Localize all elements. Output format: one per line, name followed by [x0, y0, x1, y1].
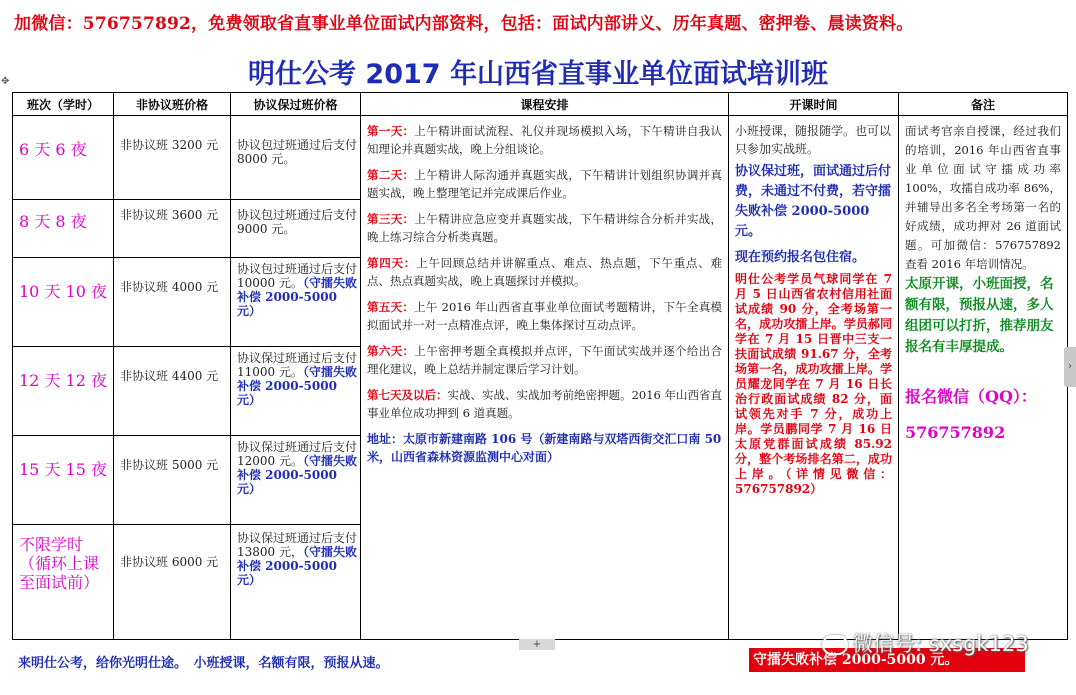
- schedule-day: [367, 342, 722, 378]
- non-protocol-price: 非协议班 3600 元: [114, 200, 231, 258]
- signup-label: 报名微信（QQ）：: [905, 387, 1037, 406]
- schedule-day: [367, 298, 722, 334]
- header-cell: 协议保过班价格: [231, 93, 361, 116]
- day-text: 上午 2016 年山西省直事业单位面试考题精讲，下午全真模拟面试并一对一点精准点评，晚上集体探讨互动点评。: [367, 300, 723, 332]
- non-protocol-price: 非协议班 5000 元: [114, 436, 231, 525]
- footer-slogan: 来明仕公考，给你光明仕途。 小班授课，名额有限，预报从速。: [18, 656, 389, 671]
- protocol-price: [231, 116, 361, 200]
- add-row-icon[interactable]: +: [519, 639, 555, 650]
- expand-arrow-icon[interactable]: ›: [1064, 347, 1076, 387]
- class-hours: 8 天 8 夜: [13, 200, 114, 258]
- class-hours: 15 天 15 夜: [13, 436, 114, 525]
- class-hours: 不限学时（循环上课至面试前）: [13, 525, 114, 640]
- day-text: 实战、实战、实战加考前绝密押题。2016 年山西省直事业单位成功押到 6 道真题。: [367, 388, 723, 420]
- remarks: [899, 116, 1068, 640]
- non-protocol-price: 非协议班 6000 元: [114, 525, 231, 640]
- protocol-price: [231, 525, 361, 640]
- remarks-green: 太原开课，小班面授，名额有限，预报从速，多人组团可以打折，推荐朋友报名有丰厚提成。: [905, 276, 1054, 355]
- protocol-note: 协议保过班，面试通过后付费，未通过不付费，若守擂失败补偿 2000-5000 元。: [735, 164, 892, 239]
- start-intro: 小班授课，随报随学。也可以只参加实战班。: [735, 124, 892, 156]
- start-time: [729, 116, 899, 640]
- wechat-icon: [822, 635, 848, 655]
- compensation-text: （守擂失败补偿 2000-5000 元）: [237, 365, 358, 407]
- compensation-text: （守擂失败补偿 2000-5000 元）: [237, 276, 358, 318]
- header-cell: 课程安排: [361, 93, 729, 116]
- promo-banner: 加微信：576757892，免费领取省直事业单位面试内部资料，包括：面试内部讲义、历年真题、密押卷、晨读资料。: [14, 14, 914, 34]
- header-cell: 非协议班价格: [114, 93, 231, 116]
- non-protocol-price: 非协议班 3200 元: [114, 116, 231, 200]
- table-move-handle-icon[interactable]: ✥: [1, 76, 10, 87]
- day-label: 第四天：: [367, 256, 417, 270]
- protocol-price: [231, 258, 361, 347]
- table-row: [13, 116, 1068, 200]
- protocol-text: 协议保过班通过后支付 13800 元，: [237, 531, 358, 559]
- page-title: 明仕公考 2017 年山西省直事业单位面试培训班: [248, 59, 828, 90]
- non-protocol-price: 非协议班 4400 元: [114, 347, 231, 436]
- day-label: 第三天：: [367, 212, 415, 226]
- protocol-text: 协议保过班通过后支付 12000 元。: [237, 440, 358, 468]
- course-table: [12, 92, 1068, 640]
- protocol-text: 协议包过班通过后支付 8000 元。: [237, 138, 358, 166]
- day-label: 第六天：: [367, 344, 415, 358]
- class-hours: 12 天 12 夜: [13, 347, 114, 436]
- non-protocol-price: 非协议班 4000 元: [114, 258, 231, 347]
- schedule-day: [367, 210, 722, 246]
- class-hours: 10 天 10 夜: [13, 258, 114, 347]
- wechat-watermark: [822, 629, 1029, 659]
- day-text: 上午精讲人际沟通并真题实战，下午精讲计划组织协调并真题实战，晚上整理笔记并完成课后作业。: [367, 168, 723, 200]
- schedule-day: [367, 122, 722, 158]
- class-hours: 6 天 6 夜: [13, 116, 114, 200]
- day-label: 第一天：: [367, 124, 415, 138]
- protocol-price: [231, 347, 361, 436]
- address: 地址：太原市新建南路 106 号（新建南路与双塔西街交汇口南 50 米，山西省森林资源监测中心对面）: [367, 432, 722, 464]
- signup-number: 576757892: [905, 423, 1006, 442]
- day-text: 上午密押考题全真模拟并点评，下午面试实战并逐个给出合理化建议，晚上总结并制定课后学习计划。: [367, 344, 723, 376]
- header-cell: 班次（学时）: [13, 93, 114, 116]
- day-label: 第五天：: [367, 300, 415, 314]
- footer-red-note: 守擂失败补偿 2000-5000 元。: [749, 648, 1025, 672]
- remarks-note: 面试考官亲自授课，经过我们的培训，2016 年山西省直事业单位面试守擂成功率 100%，攻擂自成功率 86%，并辅导出多名全考场第一名的好成绩，成功押对 26 道面试题。可加微信：576757892 查看 2016 年培训情况。: [905, 124, 1061, 271]
- day-label: 第七天及以后：: [367, 388, 448, 402]
- compensation-text: （守擂失败补偿 2000-5000 元）: [237, 454, 358, 496]
- booking-note: 现在预约报名包住宿。: [735, 250, 866, 265]
- day-text: 上午精讲面试流程、礼仪并现场模拟入场，下午精讲自我认知理论并真题实战，晚上分组谈论。: [367, 124, 723, 156]
- day-text: 上午回顾总结并讲解重点、难点、热点题，下午重点、难点、热点真题实战，晚上真题探讨并模拟。: [367, 256, 723, 288]
- day-text: 上午精讲应急应变并真题实战，下午精讲综合分析并实战，晚上练习综合分析类真题。: [367, 212, 723, 244]
- table-header-row: [13, 93, 1068, 116]
- day-label: 第二天：: [367, 168, 415, 182]
- wechat-handle: 微信号: sxsgk123: [852, 632, 1029, 656]
- compensation-text: （守擂失败补偿 2000-5000 元）: [237, 545, 358, 587]
- protocol-text: 协议包过班通过后支付 9000 元。: [237, 208, 358, 236]
- header-cell: 开课时间: [729, 93, 899, 116]
- schedule-day: [367, 386, 722, 422]
- achievements: 明仕公考学员气球同学在 7 月 5 日山西省农村信用社面试成绩 90 分，全考场第一名，成功攻擂上岸。学员郝同学在 7 月 15 日晋中三支一扶面试成绩 91.67 分，全考场第一名，成功攻擂上岸。学员耀龙同学在 7 月 16 日长治行政面试成绩 82 分，面试领先对手 7 分，成功上岸。学员鹏同学 7 月 16 日太原党群面试成绩 85.92 分，整个考场排名第二，成功上岸。（详情见微信：576757892）: [735, 272, 892, 496]
- protocol-price: [231, 436, 361, 525]
- schedule-day: [367, 166, 722, 202]
- schedule-day: [367, 254, 722, 290]
- header-cell: 备注: [899, 93, 1068, 116]
- protocol-text: 协议保过班通过后支付 11000 元。: [237, 351, 358, 379]
- course-schedule: [361, 116, 729, 640]
- protocol-text: 协议包过班通过后支付 10000 元。: [237, 262, 358, 290]
- protocol-price: [231, 200, 361, 258]
